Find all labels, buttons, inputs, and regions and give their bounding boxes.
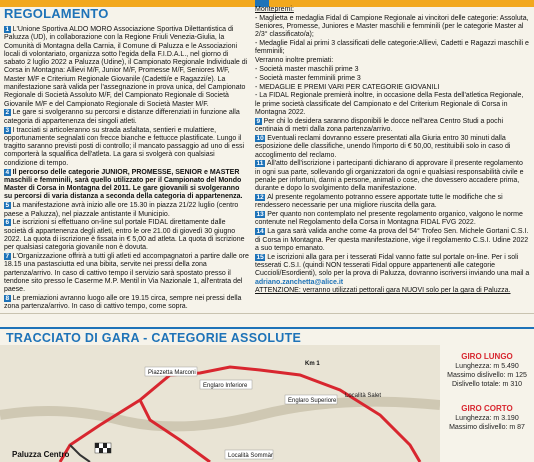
paragraph-number: 10 — [256, 134, 264, 142]
regolamento-title: REGOLAMENTO — [4, 6, 109, 21]
paragraph-text: Al presente regolamento potranno essere apportate tutte le modifiche che si rendessero necessarie per una migliore riuscita della gara. — [255, 194, 503, 210]
montepremi-line-4: - Società master maschili prime 3 — [255, 66, 359, 74]
montepremi-line-6: - MEDAGLIE E PREMI VARI PER CATEGORIE GIOVANILI — [255, 83, 440, 91]
paragraph-number: 12 — [256, 194, 264, 202]
montepremi-title — [255, 6, 530, 14]
place-englaro-inferiore: Englaro Inferiore — [203, 383, 248, 389]
montepremi-line-1: - Maglietta e medaglia Fidal di Campione Regionale ai vincitori delle categorie: Assoluta, Seniores, Promesse, Juniores e Master maschili e femminili (per le categorie Master al 2/3° classificato/a); — [255, 14, 529, 39]
paragraph-13 — [255, 211, 530, 228]
paragraph-number: 14 — [256, 228, 264, 236]
paragraph-8 — [4, 295, 249, 312]
paragraph-text: Le premiazioni avranno luogo alle ore 19.15 circa, sempre nei pressi della zona partenza/arrivo. In caso di cattivo tempo, come sopra. — [4, 295, 242, 311]
email-link[interactable]: adriano.zanchetta@alice.it — [255, 278, 344, 286]
montepremi-line-5: - Società master femminili prime 3 — [255, 74, 361, 82]
paragraph-text: La gara sarà valida anche come 4a prova del 54° Trofeo Sen. Michele Gortani C.S.I. di Corsa in Montagna. Per questa manifestazione, vige il regolamento C.S.I. Udine 2022 a suo tempo emanato. — [255, 228, 529, 252]
paragraph-10 — [255, 135, 530, 160]
paragraph-text: Le iscrizioni si effettuano on-line sul portale FIDAL direttamente dalle società di appartenenza degli atleti, entro le ore 21.00 di giovedì 30 giugno 2022. La quota di iscrizione è fissata in € 5,00 ad atleta. La quota di iscrizione per qualsiasi categoria giovanile non è dovuta. — [4, 219, 245, 252]
route-map — [0, 345, 440, 462]
paragraph-1 — [4, 26, 249, 109]
paragraph-text: Il percorso delle categorie JUNIOR, PROMESSE, SENIOR e MASTER maschili e femminili, sarà quello utilizzato per il Campionato del Mondo Master di Corsa in Montagna del 2011. Le gare giovanili si svolgeranno su percorsi di varia distanza a seconda della categoria di appartenenza. — [4, 168, 243, 201]
place-km-1: Km 1 — [305, 361, 320, 367]
giro-lungo-line: Lunghezza: m 5.490 — [455, 363, 519, 370]
paragraph-6 — [4, 219, 249, 252]
place-englaro-superiore: Englaro Superiore — [288, 398, 337, 404]
paragraph-number: 7 — [5, 253, 10, 261]
paragraph-text: Le gare si svolgeranno su percorsi e distanze differenziati in funzione alla categoria di appartenenza dei singoli atleti. — [4, 109, 240, 125]
paragraph-number: 15 — [256, 253, 264, 261]
tracciato-divider — [0, 327, 534, 329]
paragraph-text: I tracciati si articoleranno su strada asfaltata, sentieri e mulattiere, opportunamente segnalati con frecce bianche e fettucce plastificate. Lungo il tragitto saranno previsti posti di controllo; il mancato passaggio ad uno di essi comporterà la squalifica dell'atleta. La gara si svolgerà con qualsiasi condizione di tempo. — [4, 126, 245, 167]
giro-lungo-line: Massimo dislivello: m 125 — [447, 372, 527, 379]
paragraph-number: 3 — [5, 126, 10, 134]
paragraph-5 — [4, 202, 249, 219]
paragraph-number: 13 — [256, 211, 264, 219]
paragraph-number: 8 — [5, 295, 10, 302]
montepremi-line-7: - La FIDAL Regionale premierà inoltre, in occasione della Festa dell'atletica Regionale, le prime società classificate del Campionato e del Criterium Regionale di Corsa in Montagna 2022. — [255, 92, 524, 117]
giro-corto-box — [440, 404, 534, 432]
paragraph-number: 2 — [5, 109, 10, 117]
paragraph-12 — [255, 194, 530, 211]
paragraph-9 — [255, 118, 530, 135]
paragraph-15 — [255, 254, 530, 287]
paragraph-number: 1 — [5, 26, 10, 33]
giro-corto-line: Massimo dislivello: m 87 — [449, 424, 525, 431]
paragraph-text: Eventuali reclami dovranno essere presentati alla Giuria entro 30 minuti dalla esposizione delle classifiche, unendo l'importo di € 50,00, restituibili solo in caso di accoglimento del reclamo. — [255, 134, 511, 159]
paragraph-11 — [255, 160, 530, 193]
finish-flag-icon — [95, 443, 111, 453]
paragraph-text: All'atto dell'iscrizione i partecipanti dichiarano di approvare il presente regolamento in ogni sua parte, sollevando gli organizzatori da ogni e qualsiasi responsabilità civile e penale per infortuni, danni a persone, animali o cose, che dovessero accadere prima, durante e dopo lo svolgimento della manifestazione. — [255, 160, 524, 193]
giro-lungo-box — [440, 352, 534, 389]
attenzione-note — [255, 287, 530, 295]
paragraph-2 — [4, 109, 249, 126]
paragraph-number: 4 — [5, 168, 10, 176]
paragraph-text: L'Unione Sportiva ALDO MORO Associazione Sportiva Dilettantistica di Paluzza (UD), in collaborazione con la Regione Friuli Venezia-Giulia, la Comunità di Montagna della Carnia, il Comune di Paluzza e le Associazioni locali di volontariato, organizza sotto l'egida della F.I.D.A.L., nel giorno di sabato 2 luglio 2022 a Paluzza (Udine), il Campionato Regionale Individuale di Corsa in Montagna: Allievi M/F, Junior M/F, Promesse M/F, Seniores M/F, Master M/F e Criterium Regionale Giovanile (Cadetti/e e Ragazzi/e). La manifestazione sarà valida per l'assegnazione in prova unica, del Campionato Regionale di Società Assoluto M/F, del Campionato Regionale di Società Giovanile M/F e del Campionato Regionale di Società Master M/F. — [4, 26, 248, 108]
giro-corto-line: Lunghezza: m 3.190 — [455, 415, 519, 422]
montepremi-title-text: Montepremi: — [255, 6, 294, 13]
place-paluzza-centro: Paluzza Centro — [12, 450, 70, 459]
paragraph-text: La manifestazione avrà inizio alle ore 15.30 in piazza 21/22 luglio (centro paese a Paluzza), nel piazzale antistante il Municipio. — [4, 202, 239, 218]
paragraph-7 — [4, 253, 249, 294]
regolamento-left-column — [4, 6, 249, 312]
regolamento-right-column — [255, 6, 530, 296]
paragraph-number: 11 — [256, 160, 264, 168]
paragraph-14 — [255, 228, 530, 253]
paragraph-text: Le iscrizioni alla gara per i tesserati Fidal vanno fatte sul portale on-line. Per i soli tesserati C.S.I. (quindi NON tesserati Fidal oppure appartenenti alle categorie Cuccioli/Esordienti), solo per la prova di Paluzza, dovranno iscriversi inviando una mail a — [255, 253, 530, 278]
place-localita-sommar: Località Sommàr — [228, 453, 274, 459]
giro-corto-title: GIRO CORTO — [461, 404, 513, 413]
giro-lungo-line: Dislivello totale: m 310 — [451, 381, 523, 388]
paragraph-4 — [4, 169, 249, 202]
paragraph-number: 5 — [5, 202, 10, 210]
paragraph-text: Per chi lo desidera saranno disponibili le docce nell'area Centro Studi a pochi centinaia di metri dalla zona partenza/arrivo. — [255, 117, 504, 134]
tracciato-title: TRACCIATO DI GARA - CATEGORIE ASSOLUTE — [6, 331, 302, 345]
montepremi-line-3: Verranno inoltre premiati: — [255, 57, 334, 65]
giro-lungo-title: GIRO LUNGO — [461, 352, 513, 361]
paragraph-number: 9 — [256, 117, 261, 125]
paragraph-text: Per quanto non contemplato nel presente regolamento organico, valgono le norme contenute nel Regolamento della Corsa in Montagna FIDAL FVG 2022. — [255, 211, 523, 227]
montepremi-line-2: - Medaglie Fidal ai primi 3 classificati delle categorie:Allievi, Cadetti e Ragazzi maschili e femminili; — [255, 40, 529, 56]
section-separator — [0, 313, 534, 314]
place-localita-salet: Località Salet — [345, 393, 382, 399]
attenzione-text: ATTENZIONE: verranno utilizzati pettorali gara NUOVI solo per la gara di Paluzza. — [255, 287, 511, 295]
paragraph-number: 6 — [5, 219, 10, 227]
paragraph-text: L'Organizzazione offrirà a tutti gli atleti ed accompagnatori a partire dalle ore 18.15 una pastasciutta ed una bibita, servite nei pressi della zona partenza/arrivo. In caso di cattivo tempo il servizio sarà spostato presso il tendone sito presso le Caserme M.P. Mentil in Via Nazionale 1, all'entrata del paese. — [4, 253, 249, 294]
place-piazzetta-marconi: Piazzetta Marconi — [148, 370, 196, 376]
paragraph-3 — [4, 127, 249, 168]
